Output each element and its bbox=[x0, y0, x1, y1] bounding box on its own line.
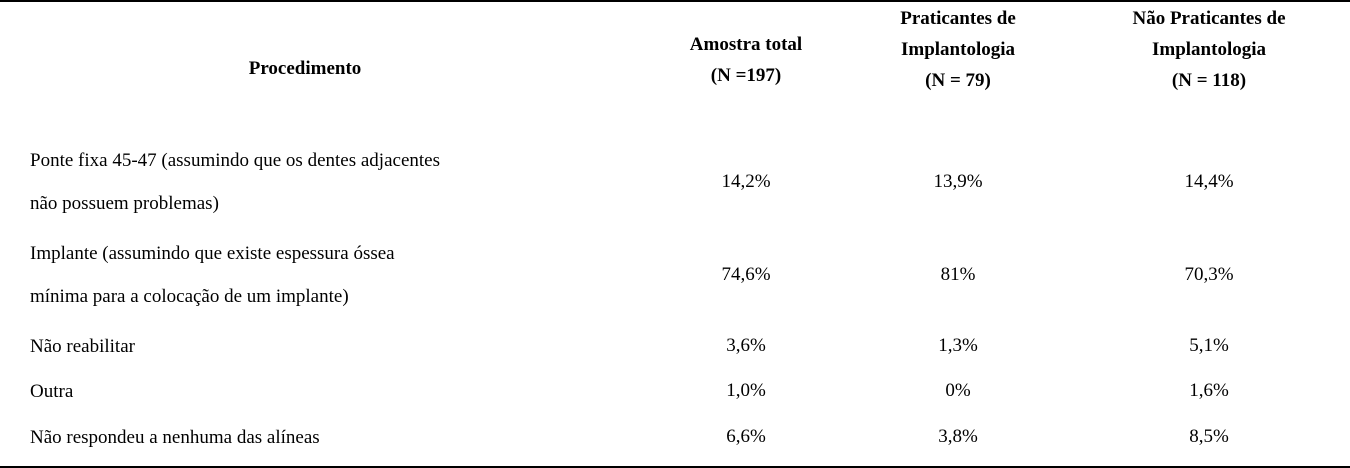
row-procedure: Outra bbox=[30, 380, 74, 402]
row-total: 3,6% bbox=[726, 335, 766, 356]
row-non-practitioners: 5,1% bbox=[1189, 335, 1229, 356]
row-non-practitioners: 8,5% bbox=[1189, 426, 1229, 447]
row-procedure-line2: não possuem problemas) bbox=[30, 193, 219, 214]
table-row bbox=[0, 138, 1350, 226]
row-practitioners: 0% bbox=[945, 380, 971, 401]
header-non-practitioners-line3: (N = 118) bbox=[1171, 70, 1247, 91]
row-non-practitioners: 1,6% bbox=[1189, 380, 1229, 401]
header-total-line1: Amostra total bbox=[689, 34, 803, 55]
header-practitioners bbox=[858, 3, 1058, 96]
row-procedure: Não respondeu a nenhuma das alíneas bbox=[30, 426, 320, 448]
header-practitioners-line1: Praticantes de bbox=[900, 8, 1016, 29]
row-procedure bbox=[30, 231, 630, 319]
row-procedure-line1: Ponte fixa 45-47 (assumindo que os dentes adjacentes bbox=[30, 150, 440, 171]
row-practitioners: 1,3% bbox=[938, 335, 978, 356]
header-non-practitioners-line1: Não Praticantes de bbox=[1132, 8, 1286, 29]
row-non-practitioners: 14,4% bbox=[1184, 171, 1234, 192]
row-procedure-line2: mínima para a colocação de um implante) bbox=[30, 286, 349, 307]
row-procedure bbox=[30, 138, 630, 226]
header-procedure-label: Procedimento bbox=[248, 58, 362, 79]
row-total: 6,6% bbox=[726, 426, 766, 447]
header-practitioners-line3: (N = 79) bbox=[925, 70, 991, 91]
row-total: 1,0% bbox=[726, 380, 766, 401]
header-non-practitioners bbox=[1104, 3, 1314, 96]
row-practitioners: 13,9% bbox=[933, 171, 983, 192]
table-row bbox=[0, 369, 1350, 413]
row-practitioners: 3,8% bbox=[938, 426, 978, 447]
row-total: 74,6% bbox=[721, 264, 771, 285]
header-procedure bbox=[180, 53, 430, 84]
row-non-practitioners: 70,3% bbox=[1184, 264, 1234, 285]
table-row bbox=[0, 324, 1350, 368]
table-row bbox=[0, 231, 1350, 319]
header-practitioners-line2: Implantologia bbox=[900, 39, 1016, 60]
header-total bbox=[646, 29, 846, 91]
header-non-practitioners-line2: Implantologia bbox=[1151, 39, 1267, 60]
row-procedure-line1: Implante (assumindo que existe espessura óssea bbox=[30, 243, 395, 264]
row-procedure: Não reabilitar bbox=[30, 335, 135, 357]
table-top-rule bbox=[0, 0, 1350, 2]
table-row bbox=[0, 414, 1350, 460]
row-total: 14,2% bbox=[721, 171, 771, 192]
row-practitioners: 81% bbox=[940, 264, 976, 285]
header-total-line2: (N =197) bbox=[710, 65, 782, 86]
